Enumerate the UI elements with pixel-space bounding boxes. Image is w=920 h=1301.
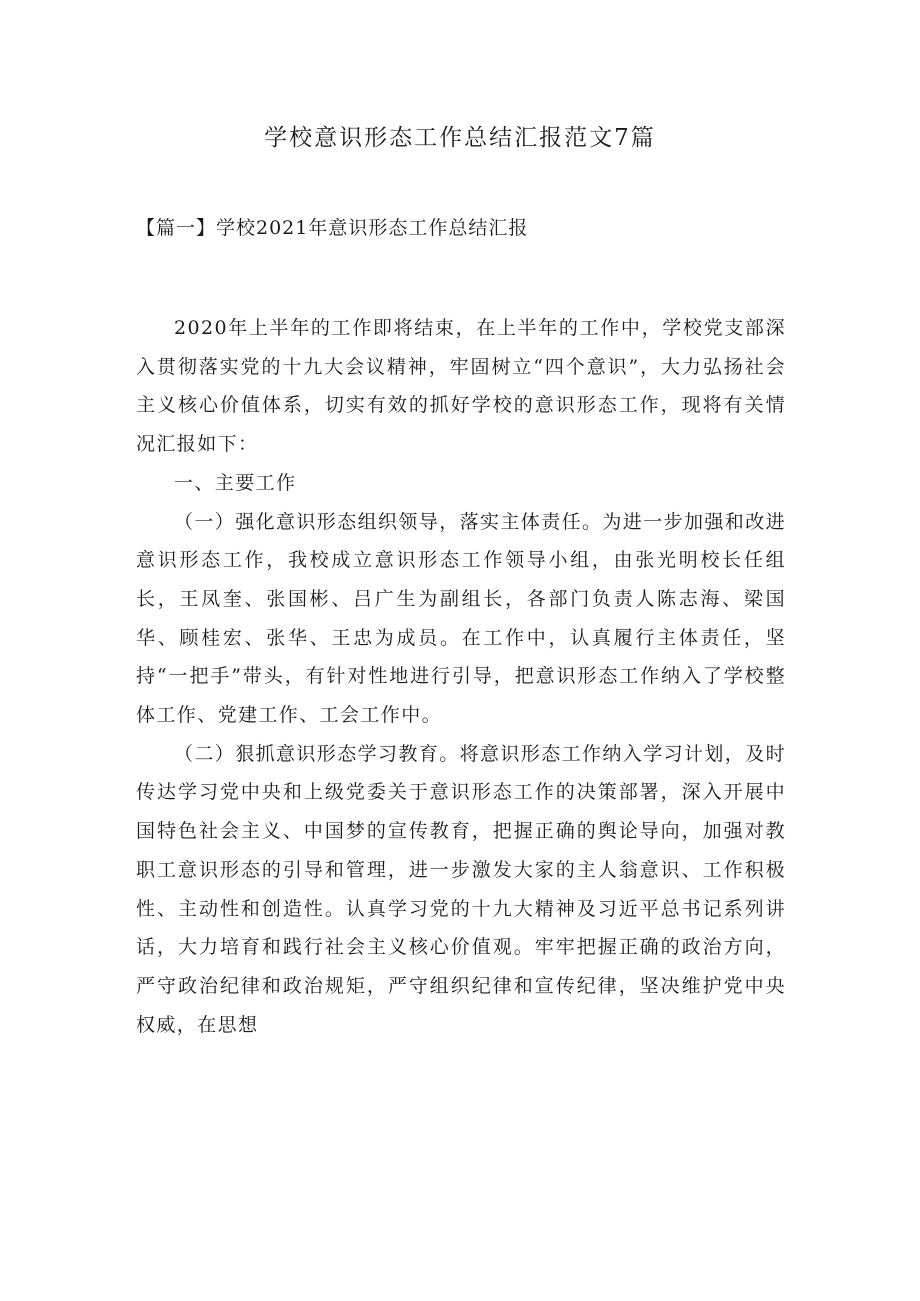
document-body	[136, 309, 786, 1044]
paragraph-item-1: （一）强化意识形态组织领导，落实主体责任。为进一步加强和改进意识形态工作，我校成立意识形态工作领导小组，由张光明校长任组长，王凤奎、张国彬、吕广生为副组长，各部门负责人陈志海、梁国华、顾桂宏、张华、王忠为成员。在工作中，认真履行主体责任，坚持“一把手”带头，有针对性地进行引导，把意识形态工作纳入了学校整体工作、党建工作、工会工作中。	[136, 510, 787, 727]
section-heading: 【篇一】学校2021年意识形态工作总结汇报	[136, 217, 529, 239]
paragraph-intro: 2020年上半年的工作即将结束，在上半年的工作中，学校党支部深入贯彻落实党的十九大会议精神，牢固树立“四个意识”，大力弘扬社会主义核心价值体系，切实有效的抓好学校的意识形态工作，现将有关情况汇报如下：	[136, 317, 786, 456]
document-title: 学校意识形态工作总结汇报范文7篇	[264, 125, 656, 151]
paragraph-item-2: （二）狠抓意识形态学习教育。将意识形态工作纳入学习计划，及时传达学习党中央和上级党委关于意识形态工作的决策部署，深入开展中国特色社会主义、中国梦的宣传教育，把握正确的舆论导向，加强对教职工意识形态的引导和管理，进一步激发大家的主人翁意识、工作积极性、主动性和创造性。认真学习党的十九大精神及习近平总书记系列讲话，大力培育和践行社会主义核心价值观。牢牢把握正确的政治方向，严守政治纪律和政治规矩，严守组织纪律和宣传纪律，坚决维护党中央权威，在思想	[136, 742, 787, 1036]
heading-main-work: 一、主要工作	[174, 471, 297, 494]
